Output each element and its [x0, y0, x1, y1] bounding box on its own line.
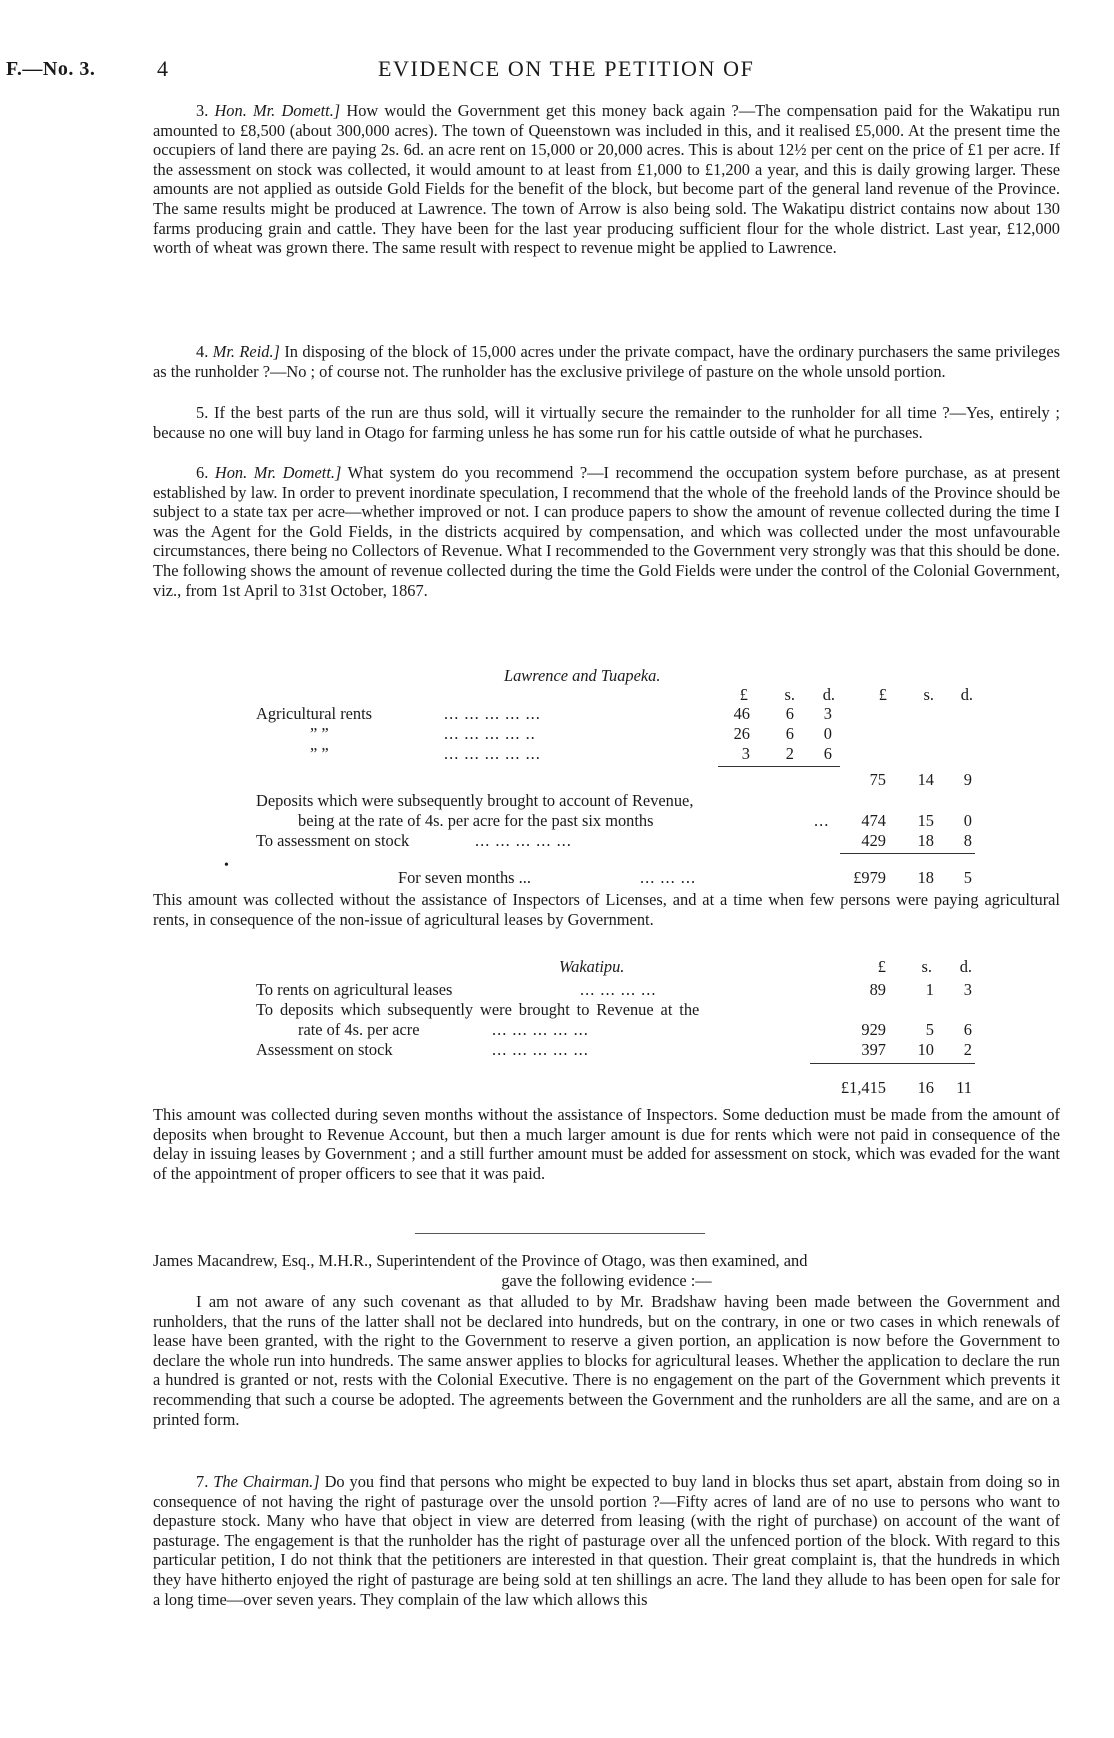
pence: 8	[963, 831, 972, 850]
question-text: How would the Government get this money back again ?—The compensation paid for the Wakatipu run amounted to £8,500 (about 300,000 acres). The town of Queenstown was included in this, and it realised £5,000. At the present time the occupiers of land there are paying 2s. 6d. an acre rent on 15,000 or 20,000 acres. This is about 12½ per cent on the price of £1 per acre. If the assessment on stock was collected, it would amount to at least from £1,000 to £1,200 a year, and this is daily growing larger. These amounts are not applied as outside Gold Fields for the benefit of the block, but become part of the general land revenue of the Province. The same results might be produced at Lawrence. The town of Arrow is also being sold. The Wakatipu district contains now about 130 farms producing grain and cattle. They have been for the last year producing sufficient flour for the whole district. Last year, £12,000 worth of wheat was grown there. The same result with respect to revenue might be applied to Lawrence.	[153, 101, 1061, 258]
question-text: What system do you recommend ?—I recommend the occupation system before purchase, as at present established by law. In order to prevent inordinate speculation, I recommend that the whole of the freehold lands of the Province should be subject to a state tax per acre—whether improved or not. I can produce papers to show the amount of revenue collected during the time I was the Agent for the Gold Fields, in the districts acquired by compensation, and which was collected under the most unfavourable circumstances, there being no Collectors of Revenue. What I recommended to the Government very strongly was that this should be done. The following shows the amount of revenue collected during the time the Gold Fields were under the control of the Colonial Government, viz., from 1st April to 31st October, 1867.	[153, 463, 1061, 600]
leader-dots: ... ... ... ... ...	[475, 831, 572, 850]
pence: 5	[963, 868, 972, 887]
col-header-shillings: s.	[921, 957, 932, 976]
shillings: 6	[785, 724, 794, 743]
question-6: 6. Hon. Mr. Domett.] What system do you recommend ?—I recommend the occupation system before purchase, as at present established by law. In order to prevent inordinate speculation, I recommend that the whole of the freehold lands of the Province should be subject to a state tax per acre—whether improved or not. I can produce papers to show the amount of revenue collected during the time I was the Agent for the Gold Fields, in the districts acquired by compensation, and which was collected under the most unfavourable circumstances, there being no Collectors of Revenue. What I recommended to the Government very strongly was that this should be done. The following shows the amount of revenue collected during the time the Gold Fields were under the control of the Colonial Government, viz., from 1st April to 31st October, 1867.	[153, 463, 1061, 600]
table-row	[0, 724, 1114, 744]
pence: 0	[963, 811, 972, 830]
question-text: Do you find that persons who might be expected to buy land in blocks thus set apart, abstain from doing so in consequence of not having the right of pasturage over the unsold portion ?—Fifty acres of land are of no use to persons who want to depasture stock. Many who have that object in view are deterred from leasing (with the right of purchase) on account of the want of pasturage. The engagement is that the runholder has the right of pasturage over all the unfenced portion of the block. With regard to this particular petition, I do not think that the petitioners are interested in that question. Their great complaint is, that the hundreds in which they have hitherto enjoyed the right of pasturage are being sold at ten shillings an acre. The land they allude to has been open for sale for a long time—over seven years. They complain of the law which allows this	[153, 1472, 1060, 1609]
pence: 6	[823, 744, 832, 763]
row-label: rate of 4s. per acre	[298, 1020, 420, 1039]
subtotal-rule	[718, 766, 840, 767]
pence: 9	[963, 770, 972, 789]
table-row	[0, 1020, 1114, 1040]
pounds: £1,415	[840, 1078, 886, 1097]
leader-dots: ... ... ... ... ..	[444, 724, 536, 743]
pence: 3	[823, 704, 832, 723]
col-header-pounds: £	[877, 957, 886, 976]
pounds: 26	[733, 724, 750, 743]
speaker: Hon. Mr. Domett.]	[214, 101, 341, 120]
question-7: 7. The Chairman.] Do you find that persons who might be expected to buy land in blocks thus set apart, abstain from doing so in consequence of not having the right of pasturage over the unsold portion ?—Fifty acres of land are of no use to persons who want to depasture stock. Many who have that object in view are deterred from leasing (with the right of purchase) on account of the want of pasturage. The engagement is that the runholder has the right of pasturage over all the unfenced portion of the block. With regard to this particular petition, I do not think that the petitioners are interested in that question. Their great complaint is, that the hundreds in which they have hitherto enjoyed the right of pasturage are being sold at ten shillings an acre. The land they allude to has been open for sale for a long time—over seven years. They complain of the law which allows this	[153, 1472, 1060, 1609]
shillings: 18	[917, 831, 934, 850]
question-5: 5. If the best parts of the run are thus sold, will it virtually secure the remainder to the runholder for all time ?—Yes, entirely ; because no one will buy land in Otago for farming unless he has some run for his cattle outside of what he purchases.	[153, 403, 1060, 442]
leader-dots: ... ... ... ... ...	[444, 704, 541, 723]
question-text: In disposing of the block of 15,000 acres under the private compact, have the ordinary purchasers the same privileges as the runholder ?—No ; of course not. The runholder has the exclusive privilege of pasture on the whole unsold portion.	[153, 342, 1060, 381]
table-row	[0, 1000, 1114, 1020]
subtotal-row	[0, 770, 1114, 790]
stray-dot: •	[224, 858, 229, 873]
pence: 2	[963, 1040, 972, 1059]
total-row	[0, 1078, 1114, 1098]
total-row	[0, 868, 1114, 888]
leader-dots: ... ... ...	[640, 868, 697, 887]
leader-dots: ...	[814, 811, 830, 830]
pounds: 3	[741, 744, 750, 763]
pence: 11	[956, 1078, 972, 1097]
table-row	[0, 704, 1114, 724]
pence: 3	[963, 980, 972, 999]
pounds: 397	[861, 1040, 886, 1059]
leader-dots: ... ... ... ...	[580, 980, 657, 999]
page-number: 4	[157, 56, 168, 81]
pounds: £979	[853, 868, 886, 887]
shillings: 6	[785, 704, 794, 723]
shillings: 1	[925, 980, 934, 999]
witness-evidence: I am not aware of any such covenant as that alluded to by Mr. Bradshaw having been made between the Government and runholders, that the runs of the latter shall not be declared into hundreds, but on the contrary, in one or two cases in which renewals of lease have been granted, with the right to the Government to reserve a given portion, an application is now before the Government to declare the whole run into hundreds. The same answer applies to blocks for agricultural leases. Whether the application to declare the run a hundred is granted or not, rests with the Colonial Executive. There is no engagement on the part of the Government which prevents it recommending that such a course be adopted. The agreements between the Government and the runholders are all the same, and are on a printed form.	[153, 1292, 1060, 1429]
row-label: To rents on agricultural leases	[256, 980, 453, 999]
col-header-pounds: £	[739, 685, 748, 704]
shillings: 14	[917, 770, 934, 789]
col-header-pence-total: d.	[960, 685, 973, 704]
table-title: Wakatipu.	[559, 957, 625, 976]
leader-dots: ... ... ... ... ...	[492, 1020, 589, 1039]
row-label: Assessment on stock	[256, 1040, 393, 1059]
shillings: 18	[917, 868, 934, 887]
col-header-shillings-total: s.	[923, 685, 934, 704]
pounds: 429	[861, 831, 886, 850]
section-divider	[415, 1233, 705, 1234]
pence: 0	[823, 724, 832, 743]
deposits-row	[0, 811, 1114, 831]
col-header-pence: d.	[822, 685, 835, 704]
leader-dots: ... ... ... ... ...	[492, 1040, 589, 1059]
row-label: For seven months ...	[398, 868, 531, 887]
pounds: 89	[869, 980, 886, 999]
speaker: Mr. Reid.]	[212, 342, 280, 361]
row-label: Agricultural rents	[256, 704, 373, 723]
shillings: 15	[917, 811, 934, 830]
shillings: 5	[925, 1020, 934, 1039]
page-title: EVIDENCE ON THE PETITION OF	[378, 56, 755, 81]
pounds: 75	[869, 770, 886, 789]
col-header-pence: d.	[959, 957, 972, 976]
note-after-wakatipu: This amount was collected during seven months without the assistance of Inspectors. Some deduction must be made from the amount of deposits when brought to Revenue Account, but then a much larger amount is due for rents which were not paid in consequence of the delay in issuing leases by Government ; and a still further amount must be added for assessment on stock, which was evaded for the want of the appointment of proper officers to see that it was paid.	[153, 1105, 1060, 1183]
row-label: To assessment on stock	[256, 831, 410, 850]
deposits-row-line1	[0, 791, 1114, 811]
witness-intro-line2: gave the following evidence :—	[501, 1271, 712, 1290]
col-header-pounds-total: £	[878, 685, 887, 704]
shillings: 16	[917, 1078, 934, 1097]
table-row	[0, 980, 1114, 1000]
shillings: 10	[917, 1040, 934, 1059]
leader-dots: ... ... ... ... ...	[444, 744, 541, 763]
shillings: 2	[785, 744, 794, 763]
question-4: 4. Mr. Reid.] In disposing of the block of 15,000 acres under the private compact, have the ordinary purchasers the same privileges as the runholder ?—No ; of course not. The runholder has the exclusive privilege of pasture on the whole unsold portion.	[153, 342, 1060, 381]
pounds: 929	[861, 1020, 886, 1039]
question-3: 3. Hon. Mr. Domett.] How would the Government get this money back again ?—The compensation paid for the Wakatipu run amounted to £8,500 (about 300,000 acres). The town of Queenstown was included in this, and it realised £5,000. At the present time the occupiers of land there are paying 2s. 6d. an acre rent on 15,000 or 20,000 acres. This is about 12½ per cent on the price of £1 per acre. If the assessment on stock was collected, it would amount to at least from £1,000 to £1,200 a year, and this is daily growing larger. These amounts are not applied as outside Gold Fields for the benefit of the block, but become part of the general land revenue of the Province. The same results might be produced at Lawrence. The town of Arrow is also being sold. The Wakatipu district contains now about 130 farms producing grain and cattle. They have been for the last year producing sufficient flour for the whole district. Last year, £12,000 worth of wheat was grown there. The same result with respect to revenue might be applied to Lawrence.	[153, 101, 1061, 258]
paper-reference: F.—No. 3.	[6, 58, 96, 80]
row-label: Deposits which were subsequently brought to account of Revenue,	[256, 791, 694, 810]
speaker: The Chairman.]	[213, 1472, 320, 1491]
table-row	[0, 1040, 1114, 1060]
row-label: To deposits which subsequently were brought to Revenue at the	[256, 1000, 700, 1019]
table-row	[0, 744, 1114, 764]
row-label: being at the rate of 4s. per acre for the past six months	[298, 811, 654, 830]
total-rule	[810, 1063, 975, 1064]
total-rule	[840, 853, 975, 854]
assessment-row	[0, 831, 1114, 851]
col-header-shillings: s.	[784, 685, 795, 704]
pounds: 474	[861, 811, 886, 830]
page-header	[0, 56, 1114, 90]
witness-intro-line1: James Macandrew, Esq., M.H.R., Superintendent of the Province of Otago, was then examined, and	[153, 1251, 808, 1270]
note-after-lawrence: This amount was collected without the assistance of Inspectors of Licenses, and at a time when few persons were paying agricultural rents, in consequence of the non-issue of agricultural leases by Government.	[153, 890, 1060, 929]
row-label: ” ”	[310, 744, 329, 763]
row-label: ” ”	[310, 724, 329, 743]
pounds: 46	[733, 704, 750, 723]
table-title: Lawrence and Tuapeka.	[504, 666, 661, 685]
speaker: Hon. Mr. Domett.]	[214, 463, 342, 482]
pence: 6	[963, 1020, 972, 1039]
